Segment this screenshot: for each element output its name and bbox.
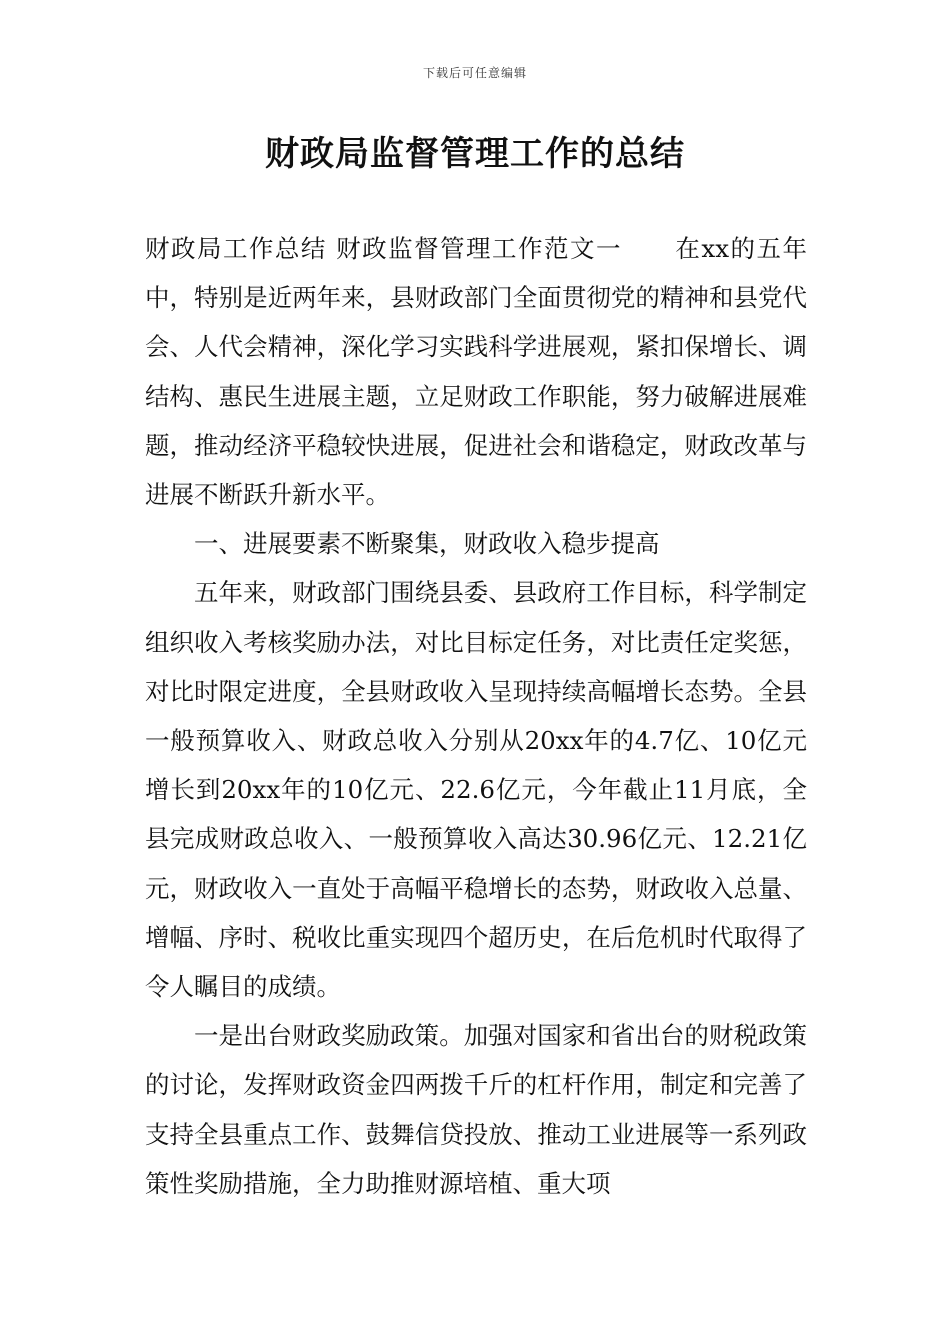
- document-title: 财政局监督管理工作的总结: [265, 134, 685, 174]
- header-note: 下载后可任意编辑: [422, 66, 527, 80]
- intro-body: 在xx的五年中，特别是近两年来，县财政部门全面贯彻党的精神和县党代会、人代会精神，深化学习实践科学进展观，紧扣保增长、调结构、惠民生进展主题，立足财政工作职能，努力破解进展难题，推动经济平稳较快进展，促进社会和谐稳定，财政改革与进展不断跃升新水平。: [145, 234, 807, 510]
- intro-paragraph: [145, 224, 807, 519]
- intro-lead: 财政局工作总结 财政监督管理工作范文一: [145, 234, 622, 263]
- body-paragraph-1: 五年来，财政部门围绕县委、县政府工作目标，科学制定组织收入考核奖励办法，对比目标定任务，对比责任定奖惩，对比时限定进度，全县财政收入呈现持续高幅增长态势。全县一般预算收入、财政总收入分别从20xx年的4.7亿、10亿元增长到20xx年的10亿元、22.6亿元，今年截止11月底，全县完成财政总收入、一般预算收入高达30.96亿元、12.21亿元，财政收入一直处于高幅平稳增长的态势，财政收入总量、增幅、序时、税收比重实现四个超历史，在后危机时代取得了令人瞩目的成绩。: [145, 578, 807, 1002]
- body-paragraph-2: 一是出台财政奖励政策。加强对国家和省出台的财税政策的讨论，发挥财政资金四两拨千斤的杠杆作用，制定和完善了支持全县重点工作、鼓舞信贷投放、推动工业进展等一系列政策性奖励措施，全力助推财源培植、重大项: [145, 1021, 807, 1198]
- section-heading-1: 一、进展要素不断聚集，财政收入稳步提高: [194, 529, 660, 559]
- document-body: [145, 224, 807, 1208]
